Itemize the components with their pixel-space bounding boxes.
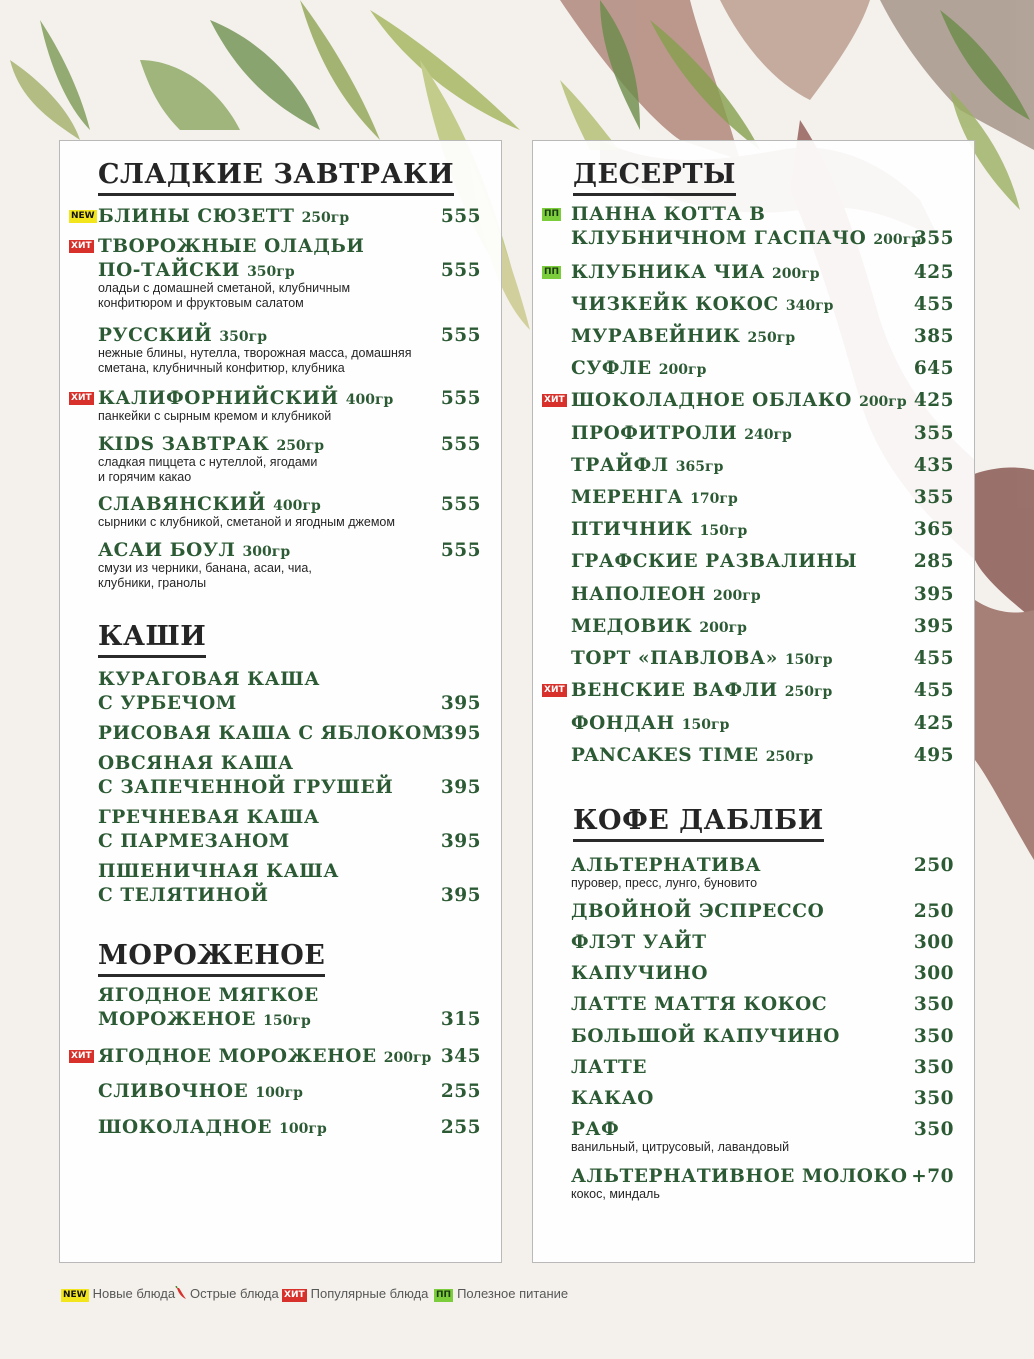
section-title: ДЕСЕРТЫ [573, 158, 736, 196]
item-name-line: КАКАО [571, 1088, 654, 1109]
item-name [571, 1025, 840, 1049]
item-weight: 200гр [699, 620, 747, 636]
item-name-line: ШОКОЛАДНОЕ ОБЛАКО [571, 390, 853, 411]
item-price: 355 [913, 228, 954, 249]
item-name [571, 454, 723, 479]
item-weight: 240гр [744, 427, 792, 443]
item-weight: 250гр [276, 438, 325, 454]
item-price: 285 [913, 551, 954, 572]
item-price: 495 [913, 745, 954, 766]
item-name-line: АЛЬТЕРНАТИВНОЕ МОЛОКО [571, 1166, 908, 1187]
item-name-line: ВЕНСКИЕ ВАФЛИ [571, 680, 778, 701]
item-description: сырники с клубникой, сметаной и ягодным джемом [98, 515, 395, 529]
item-name [571, 357, 706, 382]
item-name [571, 744, 813, 769]
item-description: оладьи с домашней сметаной, клубничным [98, 281, 351, 295]
item-name [571, 518, 747, 543]
item-name-line: С ПАРМЕЗАНОМ [98, 831, 290, 852]
item-weight: 200гр [873, 232, 921, 248]
item-price: 395 [913, 616, 954, 637]
item-price: 255 [440, 1081, 481, 1102]
item-description: кокос, миндаль [571, 1187, 660, 1201]
item-name-line: PANCAKES TIME [571, 745, 759, 766]
item-name [571, 293, 833, 318]
item-price: 455 [913, 680, 954, 701]
item-description: сладкая пиццета с нутеллой, ягодами [98, 455, 318, 469]
item-name-line: ШОКОЛАДНОЕ [98, 1117, 273, 1138]
item-name-line: ГРЕЧНЕВАЯ КАША [98, 807, 320, 828]
item-name-line: СЛИВОЧНОЕ [98, 1081, 249, 1102]
new-badge: NEW [71, 211, 95, 221]
item-name-line: БОЛЬШОЙ КАПУЧИНО [571, 1026, 840, 1047]
right-menu-column [532, 140, 975, 1263]
item-name [98, 1080, 303, 1105]
item-name [571, 993, 827, 1017]
item-name-line: ФЛЭТ УАЙТ [571, 932, 707, 953]
item-name-line: НАПОЛЕОН [571, 584, 706, 605]
item-name [571, 854, 761, 878]
item-name [98, 984, 319, 1033]
item-weight: 100гр [255, 1085, 303, 1101]
item-price: 425 [913, 262, 954, 283]
item-name-line: КЛУБНИКА ЧИА [571, 262, 765, 283]
item-name-line: С ТЕЛЯТИНОЙ [98, 885, 269, 906]
item-name [98, 668, 320, 716]
legend-spicy-label: Острые блюда [190, 1286, 279, 1301]
legend-new-label: Новые блюда [92, 1286, 176, 1301]
item-weight: 150гр [699, 523, 748, 539]
item-name [571, 550, 857, 574]
item-name [571, 486, 738, 511]
item-name [571, 1165, 908, 1189]
item-price: 385 [913, 326, 954, 347]
item-name [571, 389, 907, 414]
item-weight: 250гр [765, 749, 814, 765]
item-name [98, 722, 443, 746]
item-name-line: ПО-ТАЙСКИ [98, 260, 241, 281]
item-name-line: ГРАФСКИЕ РАЗВАЛИНЫ [571, 551, 858, 572]
item-name-line: МЕДОВИК [571, 616, 693, 637]
item-description: клубники, гранолы [98, 576, 207, 590]
item-description: и горячим какао [98, 470, 192, 484]
pp-badge: ПП [544, 209, 560, 219]
item-weight: 400гр [273, 498, 321, 514]
hit-badge: ХИТ [71, 1051, 92, 1061]
item-price: 395 [440, 693, 481, 714]
item-name-line: ПАННА КОТТА В [571, 204, 766, 225]
item-weight: 200гр [859, 394, 907, 410]
hit-badge: ХИТ [71, 393, 92, 403]
item-name-line: ЯГОДНОЕ МОРОЖЕНОЕ [98, 1046, 377, 1067]
item-name [571, 679, 832, 704]
item-description: смузи из черники, банана, асаи, чиа, [98, 561, 312, 575]
pp-badge: ПП [544, 267, 560, 277]
legend-pp-label: Полезное питание [457, 1286, 569, 1301]
item-name [571, 1087, 654, 1111]
item-name-line: МЕРЕНГА [571, 487, 684, 508]
item-price: 300 [913, 963, 954, 984]
item-price: 350 [913, 994, 954, 1015]
item-name-line: ТОРТ «ПАВЛОВА» [571, 648, 778, 669]
item-name-line: КУРАГОВАЯ КАША [98, 669, 320, 690]
item-price: 250 [913, 901, 954, 922]
item-name-line: ПРОФИТРОЛИ [571, 423, 738, 444]
legend-hit-label: Популярные блюда [310, 1286, 429, 1301]
item-name [98, 806, 320, 854]
item-name [571, 583, 761, 608]
item-description: пуровер, пресс, лунго, буновито [571, 876, 758, 890]
item-price: 455 [913, 648, 954, 669]
item-name [98, 860, 339, 908]
item-name [98, 1045, 431, 1070]
item-name-line: ОВСЯНАЯ КАША [98, 753, 294, 774]
item-weight: 250гр [301, 210, 350, 226]
item-name-line: РАФ [571, 1119, 620, 1140]
item-name-line: АСАИ БОУЛ [98, 540, 236, 561]
item-name-line: РУССКИЙ [98, 325, 213, 346]
item-name-line: С УРБЕЧОМ [98, 693, 237, 714]
item-name [98, 752, 393, 800]
item-description: панкейки с сырным кремом и клубникой [98, 409, 332, 423]
item-price: 455 [913, 294, 954, 315]
item-weight: 150гр [263, 1013, 311, 1029]
item-name [571, 900, 824, 924]
item-price: 395 [440, 831, 481, 852]
item-price: 350 [913, 1119, 954, 1140]
item-weight: 200гр [658, 362, 707, 378]
item-price: 355 [913, 423, 954, 444]
item-name-line: ЛАТТЕ [571, 1057, 648, 1078]
item-weight: 170гр [690, 491, 738, 507]
item-price: 350 [913, 1026, 954, 1047]
item-weight: 300гр [242, 544, 291, 560]
item-weight: 350гр [219, 329, 268, 345]
item-price: 395 [440, 885, 481, 906]
item-price: 555 [440, 494, 481, 515]
section-title: КОФЕ ДАБЛБИ [573, 804, 824, 842]
item-name-line: КАПУЧИНО [571, 963, 709, 984]
item-weight: 250гр [747, 330, 796, 346]
legend-hit [282, 1285, 428, 1303]
item-name-line: ЛАТТЕ МАТТЯ КОКОС [571, 994, 828, 1015]
item-price: 365 [913, 519, 954, 540]
item-name-line: МОРОЖЕНОЕ [98, 1009, 257, 1030]
item-weight: 350гр [247, 264, 295, 280]
hit-badge: ХИТ [544, 685, 565, 695]
item-name-line: ДВОЙНОЙ ЭСПРЕССО [571, 901, 825, 922]
new-badge: NEW [63, 1290, 87, 1300]
item-name-line: КЛУБНИЧНОМ ГАСПАЧО [571, 228, 867, 249]
item-weight: 150гр [784, 652, 833, 668]
item-price: 555 [440, 434, 481, 455]
hit-badge: ХИТ [544, 395, 565, 405]
item-price: 315 [440, 1009, 481, 1030]
item-price: 355 [913, 487, 954, 508]
item-price: +70 [911, 1166, 954, 1187]
item-name-line: БЛИНЫ СЮЗЕТТ [98, 206, 295, 227]
item-price: 255 [440, 1117, 481, 1138]
item-name [571, 422, 792, 447]
section-title: МОРОЖЕНОЕ [98, 939, 325, 977]
item-name [571, 615, 747, 640]
item-name [571, 261, 820, 286]
item-weight: 200гр [713, 588, 761, 604]
item-name [98, 235, 364, 284]
hit-badge: ХИТ [71, 241, 92, 251]
item-weight: 150гр [681, 717, 730, 733]
item-description: нежные блины, нутелла, творожная масса, домашняя [98, 346, 412, 360]
item-price: 395 [913, 584, 954, 605]
item-name-line: СЛАВЯНСКИЙ [98, 494, 267, 515]
item-weight: 100гр [279, 1121, 327, 1137]
item-name [571, 325, 795, 350]
item-name-line: КАЛИФОРНИЙСКИЙ [98, 388, 339, 409]
item-name-line: ТРАЙФЛ [571, 455, 669, 476]
item-description: конфитюром и фруктовым салатом [98, 296, 304, 310]
item-name [98, 205, 349, 230]
item-price: 250 [913, 855, 954, 876]
item-weight: 200гр [772, 266, 820, 282]
item-price: 395 [440, 723, 481, 744]
item-name-line: РИСОВАЯ КАША С ЯБЛОКОМ [98, 723, 443, 744]
item-price: 645 [913, 358, 954, 379]
item-price: 555 [440, 325, 481, 346]
item-name-line: ТВОРОЖНЫЕ ОЛАДЬИ [98, 236, 365, 257]
item-description: сметана, клубничный конфитюр, клубника [98, 361, 345, 375]
item-price: 350 [913, 1088, 954, 1109]
item-weight: 400гр [345, 392, 394, 408]
item-price: 395 [440, 777, 481, 798]
item-name-line: ФОНДАН [571, 713, 675, 734]
pp-badge: ПП [436, 1290, 452, 1300]
item-price: 555 [440, 260, 481, 281]
legend-new [61, 1285, 175, 1303]
item-name [571, 712, 729, 737]
item-price: 425 [913, 390, 954, 411]
item-name-line: ЯГОДНОЕ МЯГКОЕ [98, 985, 319, 1006]
item-name-line: СУФЛЕ [571, 358, 652, 379]
item-name-line: KIDS ЗАВТРАК [98, 434, 270, 455]
item-name [571, 962, 708, 986]
hit-badge: ХИТ [284, 1290, 305, 1300]
item-weight: 365гр [675, 459, 724, 475]
item-description: ванильный, цитрусовый, лавандовый [571, 1140, 790, 1154]
item-name-line: С ЗАПЕЧЕННОЙ ГРУШЕЙ [98, 777, 394, 798]
item-price: 300 [913, 932, 954, 953]
item-name-line: ПТИЧНИК [571, 519, 693, 540]
item-name-line: ЧИЗКЕЙК КОКОС [571, 294, 779, 315]
item-price: 345 [440, 1046, 481, 1067]
legend-pp [434, 1285, 568, 1303]
item-name-line: АЛЬТЕРНАТИВА [571, 855, 762, 876]
item-weight: 340гр [785, 298, 834, 314]
item-price: 555 [440, 540, 481, 561]
section-title: СЛАДКИЕ ЗАВТРАКИ [98, 158, 454, 196]
item-price: 555 [440, 388, 481, 409]
item-weight: 200гр [383, 1050, 432, 1066]
item-price: 425 [913, 713, 954, 734]
item-name [571, 931, 707, 955]
item-name-line: МУРАВЕЙНИК [571, 326, 741, 347]
item-price: 350 [913, 1057, 954, 1078]
chili-pepper-icon [174, 1286, 188, 1300]
legend-spicy [174, 1285, 279, 1303]
item-name [571, 647, 833, 672]
section-title: КАШИ [98, 620, 206, 658]
left-menu-column [59, 140, 502, 1263]
item-name [571, 1056, 647, 1080]
item-name-line: ПШЕНИЧНАЯ КАША [98, 861, 340, 882]
item-name [571, 203, 921, 252]
item-price: 555 [440, 206, 481, 227]
item-price: 435 [913, 455, 954, 476]
item-name [98, 1116, 327, 1141]
item-name [571, 1118, 619, 1142]
item-weight: 250гр [784, 684, 833, 700]
